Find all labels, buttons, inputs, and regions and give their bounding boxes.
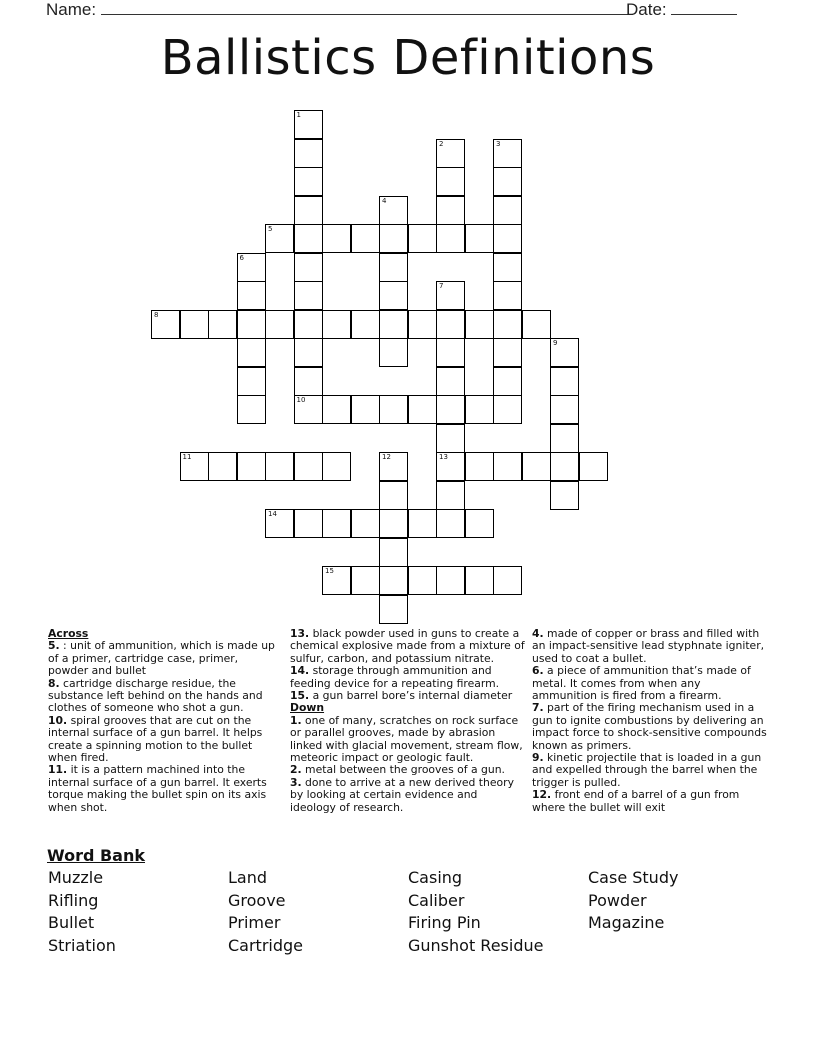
grid-cell[interactable] <box>322 224 351 253</box>
clue-text: it is a pattern machined into the internal surface of a gun barrel. It exerts torque making the bullet spin on its axis when shot. <box>48 763 267 814</box>
grid-cell[interactable] <box>379 538 408 567</box>
grid-cell[interactable] <box>237 253 266 282</box>
clue-number-label: 11. <box>48 763 68 777</box>
clue <box>532 628 768 665</box>
clue-text: front end of a barrel of a gun from where the bullet will exit <box>532 788 740 814</box>
grid-cell[interactable] <box>265 310 294 339</box>
grid-cell[interactable] <box>493 310 522 339</box>
grid-cell[interactable] <box>436 310 465 339</box>
grid-cell[interactable] <box>436 395 465 424</box>
grid-cell[interactable] <box>294 338 323 367</box>
clue-number-label: 12. <box>532 788 552 802</box>
clue-number-label: 6. <box>532 664 544 678</box>
clue-number: 7 <box>439 282 444 290</box>
grid-cell[interactable] <box>265 224 294 253</box>
grid-cell[interactable] <box>237 310 266 339</box>
grid-cell[interactable] <box>322 310 351 339</box>
clue <box>532 702 768 752</box>
grid-cell[interactable] <box>180 310 209 339</box>
grid-cell[interactable] <box>408 395 437 424</box>
grid-cell[interactable] <box>550 395 579 424</box>
grid-cell[interactable] <box>522 310 551 339</box>
grid-cell[interactable] <box>436 509 465 538</box>
grid-cell[interactable] <box>379 595 408 624</box>
grid-cell[interactable] <box>436 452 465 481</box>
word-bank-word: Striation <box>48 936 116 955</box>
clue-number: 13 <box>439 453 448 461</box>
across-heading: Across <box>48 627 89 640</box>
grid-cell[interactable] <box>465 452 494 481</box>
grid-cell[interactable] <box>550 481 579 510</box>
grid-cell[interactable] <box>493 139 522 168</box>
clues-column-1 <box>48 628 280 814</box>
grid-cell[interactable] <box>579 452 608 481</box>
grid-cell[interactable] <box>436 367 465 396</box>
clue-text: done to arrive at a new derived theory by looking at certain evidence and ideology of research. <box>290 775 514 814</box>
grid-cell[interactable] <box>322 452 351 481</box>
grid-cell[interactable] <box>294 196 323 225</box>
clue-number: 11 <box>182 453 192 461</box>
grid-cell[interactable] <box>322 566 351 595</box>
clue-text: : unit of ammunition, which is made up of a primer, cartridge case, primer, powder and bullet <box>48 639 275 678</box>
grid-cell[interactable] <box>294 281 323 310</box>
clue-text: part of the firing mechanism used in a gun to ignite combustions by delivering an impact force to shock-sensitive compounds known as primers. <box>532 701 767 752</box>
grid-cell[interactable] <box>237 395 266 424</box>
clue-number: 5 <box>268 225 273 233</box>
word-bank-word: Bullet <box>48 913 95 932</box>
word-bank-word: Muzzle <box>48 868 104 887</box>
grid-cell[interactable] <box>379 196 408 225</box>
grid-cell[interactable] <box>237 452 266 481</box>
clue-number-label: 3. <box>290 775 302 789</box>
clue-text: a gun barrel bore’s internal diameter <box>309 689 513 703</box>
grid-cell[interactable] <box>493 367 522 396</box>
clue-number: 4 <box>382 196 387 205</box>
clue-text: spiral grooves that are cut on the internal surface of a gun barrel. It helps create a spinning motion to the bullet when fired. <box>48 713 263 765</box>
grid-cell[interactable] <box>379 509 408 538</box>
word-bank-word: Casing <box>408 868 463 887</box>
clue <box>532 665 768 702</box>
grid-cell[interactable] <box>436 196 465 225</box>
grid-cell[interactable] <box>408 566 437 595</box>
clue-text: made of copper or brass and filled with an impact-sensitive lead styphnate igniter, used to coat a bullet. <box>532 627 765 665</box>
down-clue-list-continued <box>532 628 768 814</box>
clue-number-label: 13. <box>290 627 310 640</box>
grid-cell[interactable] <box>436 481 465 510</box>
clue <box>48 715 280 765</box>
clue-number-label: 9. <box>532 751 544 765</box>
down-heading: Down <box>290 701 325 715</box>
grid-cell[interactable] <box>436 338 465 367</box>
grid-cell[interactable] <box>351 224 380 253</box>
word-bank-word: Primer <box>228 913 281 932</box>
grid-cell[interactable] <box>493 566 522 595</box>
grid-cell[interactable] <box>208 452 237 481</box>
clue-text: storage through ammunition and feeding device for a repeating firearm. <box>290 664 500 690</box>
grid-cell[interactable] <box>408 224 437 253</box>
grid-cell[interactable] <box>408 310 437 339</box>
grid-cell[interactable] <box>493 281 522 310</box>
clue-number: 2 <box>439 139 444 148</box>
grid-cell[interactable] <box>436 566 465 595</box>
grid-cell[interactable] <box>379 224 408 253</box>
clue <box>290 665 526 690</box>
clue <box>532 752 768 789</box>
clue <box>290 715 526 765</box>
grid-cell[interactable] <box>436 139 465 168</box>
word-bank-title: Word Bank <box>47 846 146 865</box>
clue-text: metal between the grooves of a gun. <box>301 763 505 777</box>
across-clue-list <box>48 640 280 814</box>
grid-cell[interactable] <box>379 452 408 481</box>
grid-cell[interactable] <box>294 167 323 196</box>
grid-cell[interactable] <box>465 566 494 595</box>
clue-number-label: 5. <box>48 639 60 653</box>
clue <box>532 789 768 814</box>
grid-cell[interactable] <box>493 196 522 225</box>
clue-text: cartridge discharge residue, the substance left behind on the hands and clothes of someone who shot a gun. <box>48 676 263 715</box>
clue-number: 3 <box>496 139 501 148</box>
grid-cell[interactable] <box>379 310 408 339</box>
grid-cell[interactable] <box>522 452 551 481</box>
word-bank-word: Cartridge <box>228 936 304 955</box>
clue-number-label: 1. <box>290 713 302 727</box>
clue <box>48 640 280 677</box>
grid-cell[interactable] <box>465 509 494 538</box>
clue-number-label: 15. <box>290 689 310 703</box>
clue-number: 15 <box>325 567 334 575</box>
grid-cell[interactable] <box>408 509 437 538</box>
grid-cell[interactable] <box>493 167 522 196</box>
grid-cell[interactable] <box>465 224 494 253</box>
grid-cell[interactable] <box>379 395 408 424</box>
clue-number-label: 14. <box>290 664 310 678</box>
grid-cell[interactable] <box>294 452 323 481</box>
grid-cell[interactable] <box>294 310 323 339</box>
word-bank-word: Caliber <box>408 891 465 910</box>
clue-number: 9 <box>553 339 558 347</box>
grid-cell[interactable] <box>550 367 579 396</box>
grid-cell[interactable] <box>294 367 323 396</box>
clue-number: 14 <box>268 510 277 518</box>
clue <box>290 628 526 665</box>
grid-cell[interactable] <box>294 110 323 139</box>
word-bank-word: Rifling <box>48 891 99 910</box>
grid-cell[interactable] <box>465 310 494 339</box>
grid-cell[interactable] <box>436 224 465 253</box>
clues-column-3 <box>532 628 768 814</box>
grid-cell[interactable] <box>322 509 351 538</box>
grid-cell[interactable] <box>294 509 323 538</box>
grid-cell[interactable] <box>294 139 323 168</box>
grid-cell[interactable] <box>493 452 522 481</box>
clue <box>290 690 526 702</box>
word-bank-word: Case Study <box>588 868 679 887</box>
word-bank-word: Gunshot Residue <box>408 936 544 955</box>
grid-cell[interactable] <box>294 253 323 282</box>
grid-cell[interactable] <box>379 281 408 310</box>
grid-cell[interactable] <box>351 395 380 424</box>
clue <box>48 678 280 715</box>
grid-cell[interactable] <box>550 452 579 481</box>
date-label: Date: <box>626 0 667 19</box>
grid-cell[interactable] <box>493 224 522 253</box>
clue-text: one of many, scratches on rock surface or parallel grooves, made by abrasion linked with glacial movement, stream flow, meteoric impact or geologic fault. <box>290 713 523 765</box>
clue <box>290 777 526 814</box>
grid-cell[interactable] <box>493 253 522 282</box>
clue <box>48 764 280 814</box>
clue-text: a piece of ammunition that’s made of metal. It comes from when any ammunition is fired from a firearm. <box>532 664 751 703</box>
grid-cell[interactable] <box>550 338 579 367</box>
grid-cell[interactable] <box>322 395 351 424</box>
grid-cell[interactable] <box>550 424 579 453</box>
name-label: Name: <box>46 0 97 19</box>
clue-number: 8 <box>154 310 159 319</box>
grid-cell[interactable] <box>294 395 323 424</box>
clue-number-label: 2. <box>290 763 302 777</box>
clue-number: 1 <box>296 111 301 119</box>
clue-number-label: 7. <box>532 701 544 715</box>
grid-cell[interactable] <box>208 310 237 339</box>
clue-number-label: 4. <box>532 627 544 640</box>
grid-cell[interactable] <box>436 424 465 453</box>
grid-cell[interactable] <box>237 367 266 396</box>
grid-cell[interactable] <box>379 566 408 595</box>
clue-number-label: 8. <box>48 676 60 690</box>
clue-number-label: 10. <box>48 713 68 727</box>
word-bank-word: Firing Pin <box>408 913 481 932</box>
grid-cell[interactable] <box>493 338 522 367</box>
grid-cell[interactable] <box>351 566 380 595</box>
grid-cell[interactable] <box>294 224 323 253</box>
grid-cell[interactable] <box>180 452 209 481</box>
clue-number: 12 <box>382 453 391 461</box>
page-title: Ballistics Definitions <box>160 30 656 86</box>
grid-cell[interactable] <box>265 509 294 538</box>
down-clue-list <box>290 715 526 814</box>
grid-cell[interactable] <box>379 253 408 282</box>
grid-cell[interactable] <box>436 281 465 310</box>
clue-text: black powder used in guns to create a chemical explosive made from a mixture of sulfur, carbon, and potassium nitrate. <box>290 627 525 665</box>
grid-cell[interactable] <box>351 509 380 538</box>
grid-cell[interactable] <box>436 167 465 196</box>
grid-cell[interactable] <box>151 310 180 339</box>
clue-text: kinetic projectile that is loaded in a gun and expelled through the barrel when the trigger is pulled. <box>532 751 762 789</box>
across-clue-list-continued <box>290 628 526 702</box>
word-bank-word: Groove <box>228 891 286 910</box>
grid-cell[interactable] <box>265 452 294 481</box>
grid-cell[interactable] <box>351 310 380 339</box>
grid-cell[interactable] <box>465 395 494 424</box>
word-bank-word: Magazine <box>588 913 665 932</box>
grid-cell[interactable] <box>493 395 522 424</box>
word-bank-word: Powder <box>588 891 647 910</box>
word-bank-word: Land <box>228 868 268 887</box>
grid-cell[interactable] <box>237 281 266 310</box>
clue-number: 6 <box>239 253 244 262</box>
clue-number: 10 <box>296 396 306 404</box>
grid-cell[interactable] <box>237 338 266 367</box>
grid-cell[interactable] <box>379 338 408 367</box>
clues-column-2 <box>290 628 526 814</box>
grid-cell[interactable] <box>379 481 408 510</box>
